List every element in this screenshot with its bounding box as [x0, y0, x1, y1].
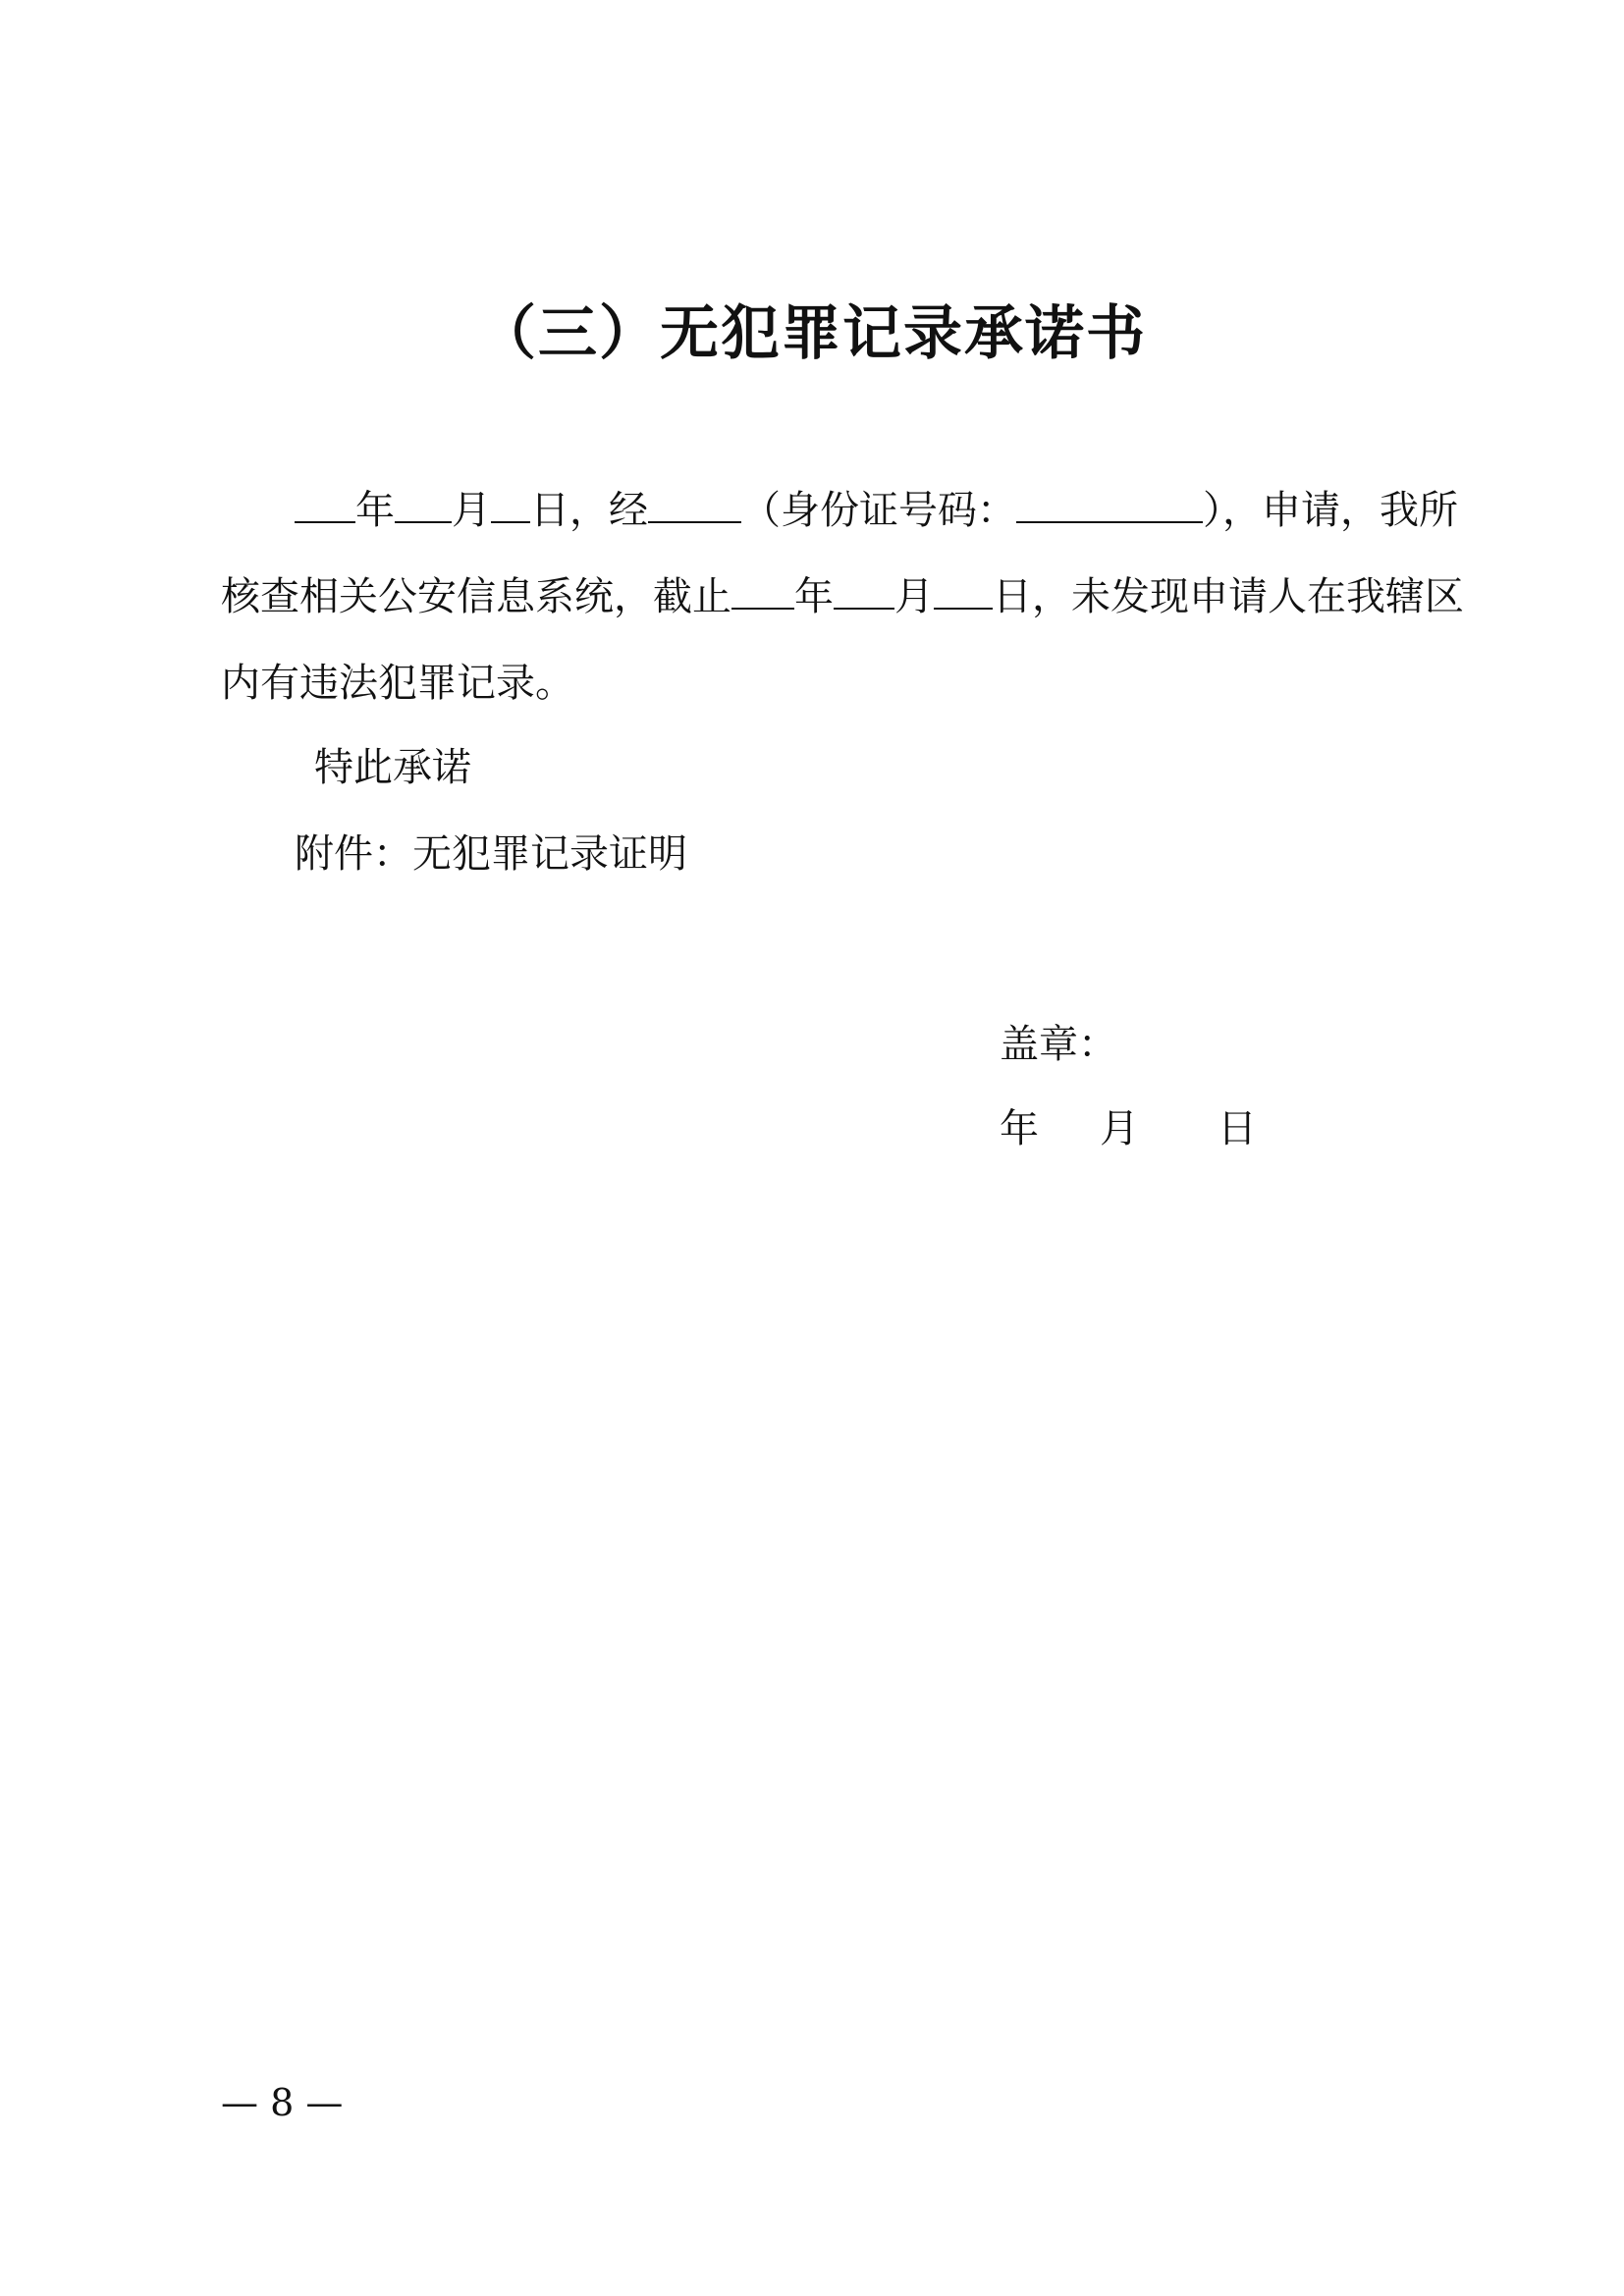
- seal-label: 盖章：: [1000, 1022, 1117, 1067]
- blank-id-number-field[interactable]: [1016, 488, 1203, 523]
- blank-applicant-name-field[interactable]: [648, 488, 741, 523]
- id-number-label: （身份证号码：: [741, 488, 1016, 533]
- declaration-text: 特此承诺: [314, 745, 471, 790]
- paragraph-line-1: [295, 487, 1458, 534]
- cutoff-month-label: 月: [894, 574, 934, 619]
- blank-year-field[interactable]: [295, 488, 355, 523]
- blank-cutoff-month-field[interactable]: [834, 574, 894, 610]
- paragraph-line-2: [221, 573, 1464, 620]
- verification-text: 核查相关公安信息系统，截止: [221, 574, 731, 619]
- month-label: 月: [452, 488, 491, 533]
- cutoff-year-label: 年: [794, 574, 834, 619]
- blank-day-field[interactable]: [491, 488, 530, 523]
- signature-year-label: 年: [1000, 1106, 1039, 1151]
- blank-cutoff-day-field[interactable]: [934, 574, 993, 610]
- year-label: 年: [355, 488, 395, 533]
- blank-month-field[interactable]: [395, 488, 452, 523]
- signature-month-label: 月: [1100, 1106, 1139, 1151]
- page-number: — 8 —: [221, 2081, 344, 2124]
- day-label: 日，经: [530, 488, 648, 533]
- document-title: （三）无犯罪记录承诺书: [477, 299, 1147, 368]
- paragraph-line-3: 内有违法犯罪记录。: [221, 661, 574, 706]
- cutoff-day-text: 日，未发现申请人在我辖区: [993, 574, 1464, 619]
- attachment-text: 附件：无犯罪记录证明: [295, 831, 687, 877]
- application-text: ），申请，我所: [1203, 488, 1458, 533]
- signature-date-line: [1000, 1105, 1257, 1152]
- signature-day-label: 日: [1218, 1106, 1257, 1151]
- blank-cutoff-year-field[interactable]: [731, 574, 794, 610]
